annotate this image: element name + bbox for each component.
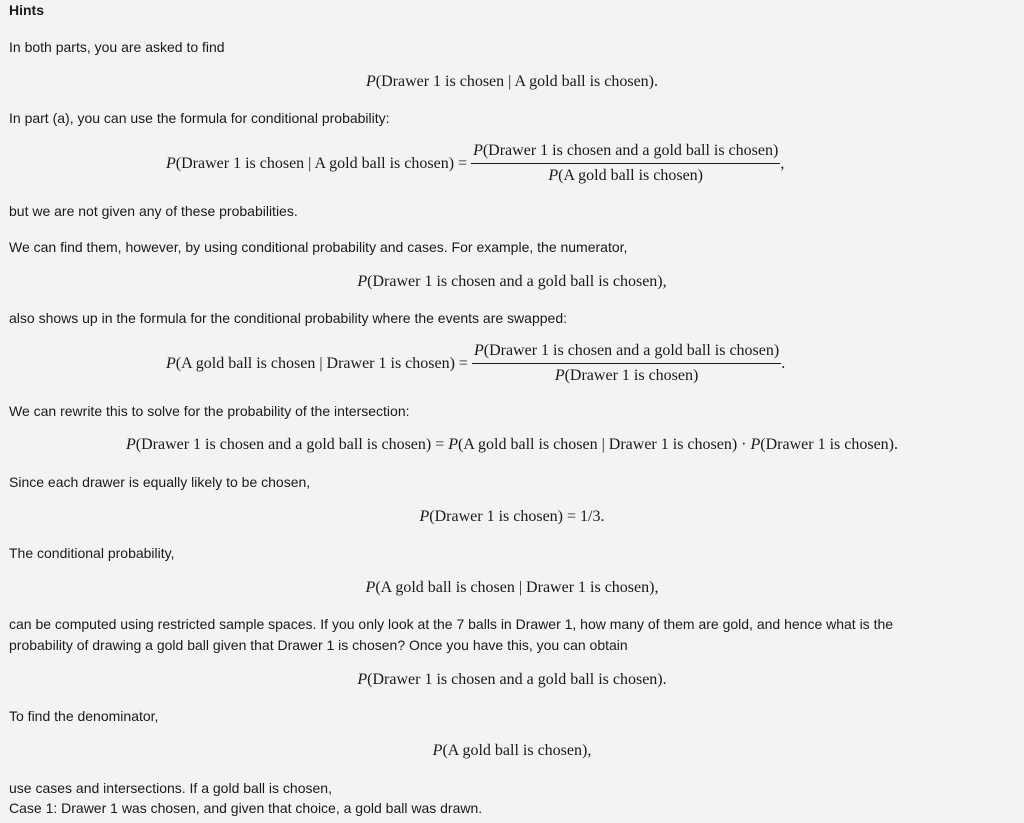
equation-gold-ball: P(A gold ball is chosen), bbox=[432, 742, 592, 759]
paragraph-find-them: We can find them, however, by using conditional probability and cases. For example, the numerator, bbox=[9, 239, 628, 255]
paragraph-restricted-line1: can be computed using restricted sample spaces. If you only look at the 7 balls in Drawer 1, how many of them are gold, and hence what is the bbox=[9, 616, 894, 632]
equation-obtain: P(Drawer 1 is chosen and a gold ball is chosen). bbox=[357, 671, 667, 688]
paragraph-equally-likely: Since each drawer is equally likely to be chosen, bbox=[9, 474, 311, 490]
paragraph-not-given: but we are not given any of these probabilities. bbox=[9, 203, 298, 219]
paragraph-intro: In both parts, you are asked to find bbox=[9, 39, 225, 55]
paragraph-cases-line1: use cases and intersections. If a gold ball is chosen, bbox=[9, 780, 332, 796]
equation-numerator: P(Drawer 1 is chosen and a gold ball is chosen), bbox=[357, 273, 667, 290]
equation-conditional-formula: P(Drawer 1 is chosen | A gold ball is chosen) = $\frac{\text{P(Drawer 1 is chosen and a gold ball is chosen)}}{\text{P(A gold ball is chosen)}}$ , bbox=[166, 142, 785, 184]
equation-intersection: P(Drawer 1 is chosen and a gold ball is chosen) = P(A gold ball is chosen | Drawer 1 is chosen) · P(Drawer 1 is chosen). bbox=[125, 436, 899, 453]
paragraph-part-a: In part (a), you can use the formula for conditional probability: bbox=[9, 110, 390, 126]
paragraph-swapped: also shows up in the formula for the conditional probability where the events are swapped: bbox=[9, 310, 567, 326]
paragraph-restricted-line2: probability of drawing a gold ball given that Drawer 1 is chosen? Once you have this, you can obtain bbox=[9, 637, 628, 653]
paragraph-conditional: The conditional probability, bbox=[9, 545, 175, 561]
paragraph-rewrite: We can rewrite this to solve for the probability of the intersection: bbox=[9, 403, 410, 419]
hints-heading: Hints bbox=[9, 2, 44, 18]
equation-target-probability: P(Drawer 1 is chosen | A gold ball is chosen). bbox=[365, 73, 659, 90]
paragraph-denominator: To find the denominator, bbox=[9, 708, 159, 724]
equation-drawer-prob: P(Drawer 1 is chosen) = 1/3. bbox=[419, 508, 605, 525]
paragraph-cases-line2: Case 1: Drawer 1 was chosen, and given that choice, a gold ball was drawn. bbox=[9, 800, 483, 816]
equation-gold-given-drawer: P(A gold ball is chosen | Drawer 1 is chosen), bbox=[365, 579, 659, 596]
equation-swapped-formula: P(A gold ball is chosen | Drawer 1 is chosen) = $\frac{\text{P(Drawer 1 is chosen and a gold ball is chosen)}}{\text{P(Drawer 1 is chosen)}}$ . bbox=[166, 342, 786, 384]
